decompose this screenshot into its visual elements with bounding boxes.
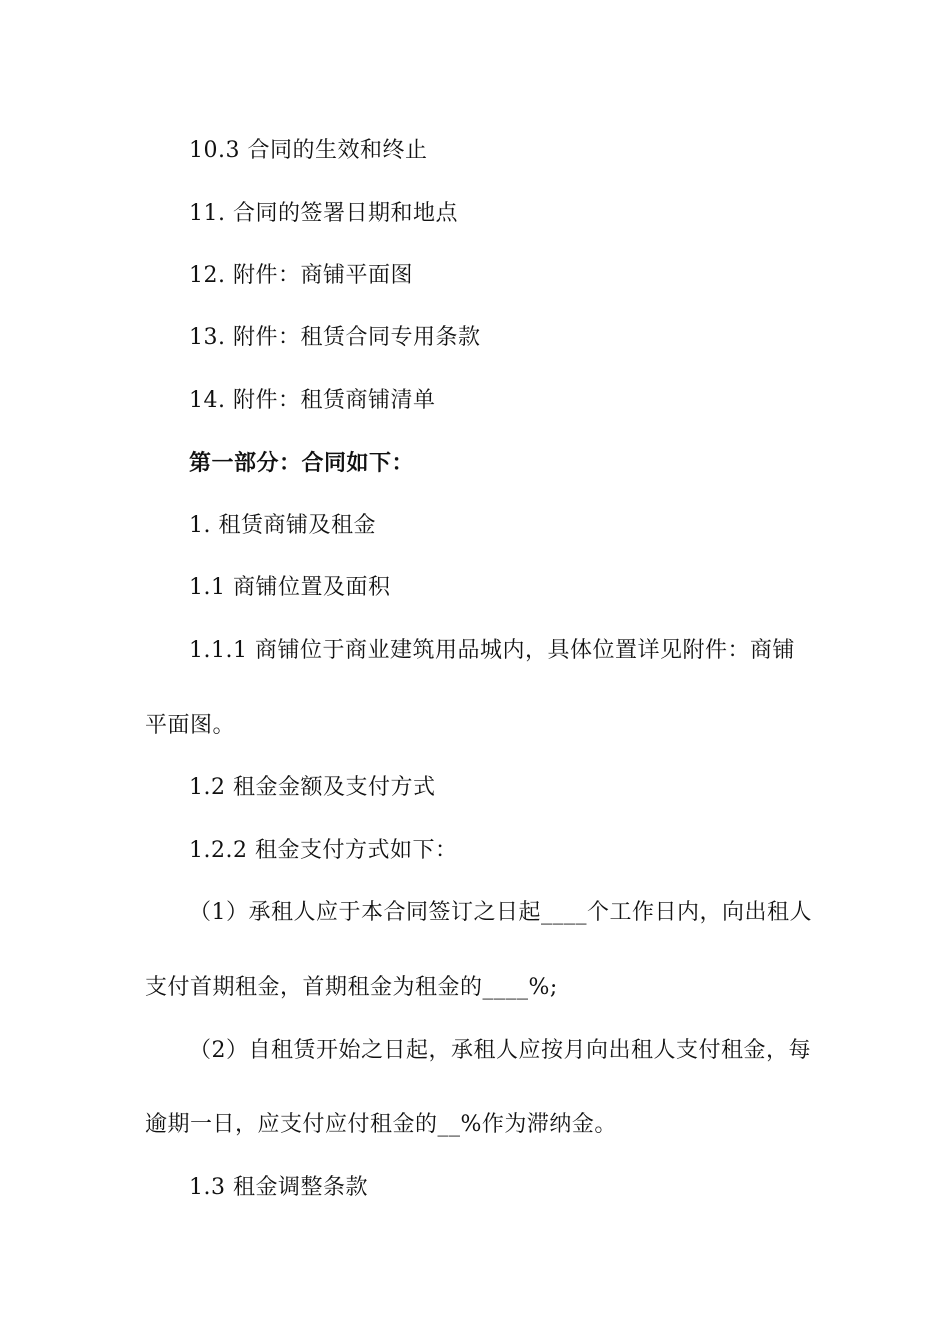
clause-14: 14. 附件：租赁商铺清单 [189,388,436,413]
clause-12: 12. 附件：商铺平面图 [189,263,413,288]
item-1: （1）承租人应于本合同签订之日起____个工作日内，向出租人 [189,900,812,925]
clause-11: 11. 合同的签署日期和地点 [189,201,458,226]
clause-1: 1. 租赁商铺及租金 [189,513,376,538]
section-heading: 第一部分：合同如下： [189,450,415,476]
clause-1-1-1: 1.1.1 商铺位于商业建筑用品城内，具体位置详见附件：商铺 [189,638,795,663]
clause-1-3: 1.3 租金调整条款 [189,1175,368,1200]
item-2: （2）自租赁开始之日起，承租人应按月向出租人支付租金，每 [189,1038,811,1063]
item-1-continued: 支付首期租金，首期租金为租金的____%; [145,975,558,1000]
clause-1-1: 1.1 商铺位置及面积 [189,575,391,600]
clause-1-2-2: 1.2.2 租金支付方式如下： [189,838,458,863]
clause-10-3: 10.3 合同的生效和终止 [189,138,428,163]
clause-1-1-1-continued: 平面图。 [145,713,236,738]
item-2-continued: 逾期一日，应支付应付租金的__%作为滞纳金。 [145,1112,617,1137]
clause-13: 13. 附件：租赁合同专用条款 [189,325,481,350]
clause-1-2: 1.2 租金金额及支付方式 [189,775,436,800]
